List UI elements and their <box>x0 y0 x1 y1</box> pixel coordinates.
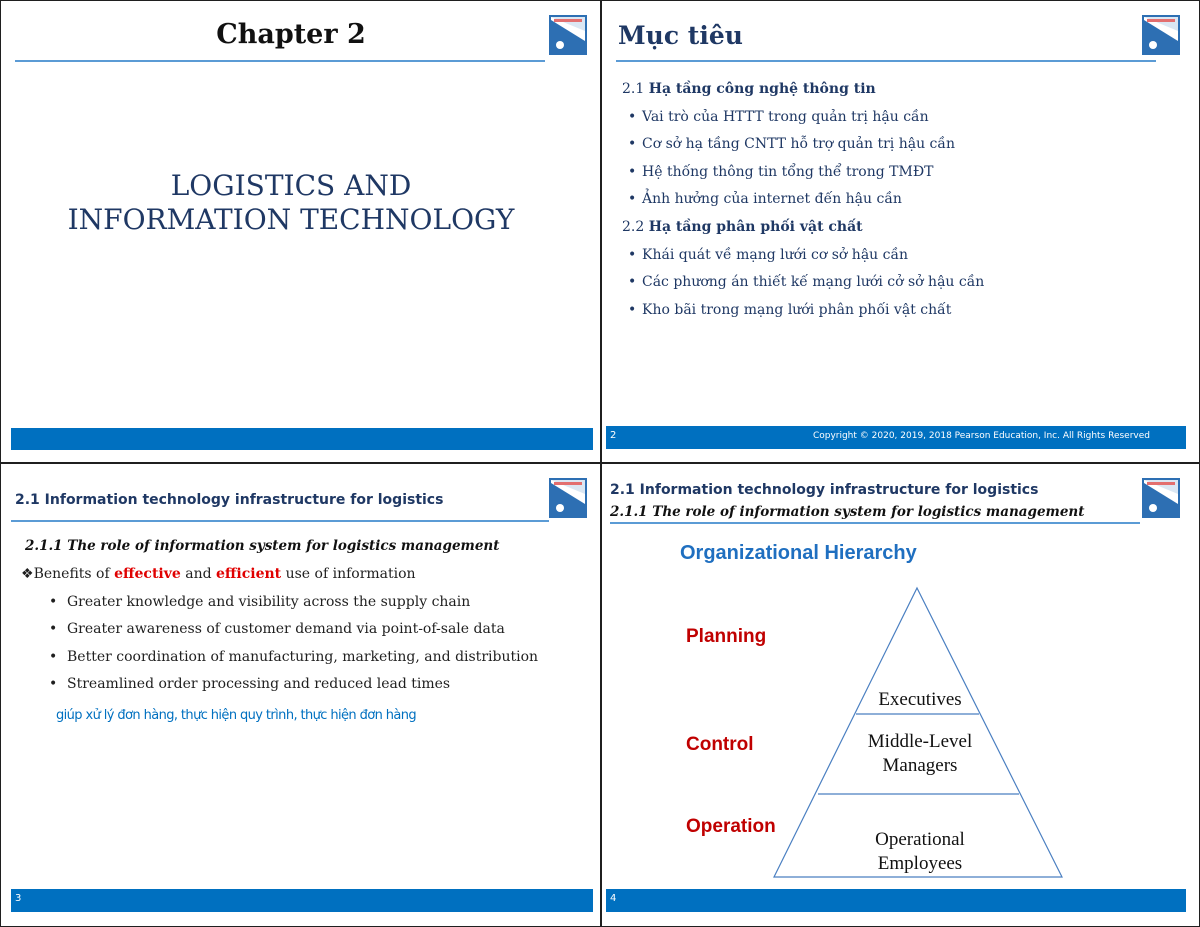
list-item: • Better coordination of manufacturing, marketing, and distribution <box>49 648 539 665</box>
tier-operational-employees: Operational Employees <box>875 829 965 874</box>
title-rule <box>11 520 549 522</box>
slide-footer <box>11 428 593 450</box>
section-heading: 2.2 Hạ tầng phân phối vật chất <box>622 218 863 235</box>
section-subheading: 2.1.1 The role of information system for logistics management <box>25 538 500 554</box>
slide-footer <box>606 426 1186 449</box>
deck-title <box>31 169 551 237</box>
slide-footer <box>606 889 1186 912</box>
list-item: • Cơ sở hạ tầng CNTT hỗ trợ quản trị hậu cần <box>628 136 955 153</box>
university-logo-icon <box>549 15 587 55</box>
section-title: Hạ tầng công nghệ thông tin <box>648 81 876 97</box>
title-rule <box>610 522 1140 524</box>
slide-number: 3 <box>15 893 22 904</box>
level-label-operation: Operation <box>686 816 776 837</box>
slide-number: 4 <box>610 893 617 904</box>
benefits-list <box>21 564 539 702</box>
diamond-bullet-icon: ❖ <box>21 566 34 582</box>
slide-title: Mục tiêu <box>618 21 743 50</box>
university-logo-icon <box>1142 478 1180 518</box>
list-item: • Hệ thống thông tin tổng thể trong TMĐT <box>628 163 934 180</box>
chapter-title: Chapter 2 <box>216 19 366 50</box>
university-logo-icon <box>1142 15 1180 55</box>
objectives-list <box>622 79 984 327</box>
section-title: Hạ tầng phân phối vật chất <box>648 218 863 235</box>
section-subheading: 2.1.1 The role of information system for logistics management <box>610 504 1085 520</box>
efficient-highlight: efficient <box>216 566 282 582</box>
list-item: • Kho bãi trong mạng lưới phân phối vật chất <box>628 301 952 318</box>
list-item: • Các phương án thiết kế mạng lưới cở sở hậu cần <box>628 274 985 291</box>
tier-middle-managers: Middle-Level Managers <box>867 731 973 776</box>
effective-highlight: effective <box>114 566 181 582</box>
list-item: • Vai trò của HTTT trong quản trị hậu cần <box>628 108 929 125</box>
level-label-control: Control <box>686 734 754 755</box>
benefits-heading: ❖Benefits of effective and efficient use of information <box>21 566 416 582</box>
copyright-notice: Copyright © 2020, 2019, 2018 Pearson Education, Inc. All Rights Reserved <box>812 431 1150 441</box>
title-rule <box>616 60 1156 62</box>
slide-number: 2 <box>610 430 617 441</box>
list-item: • Greater knowledge and visibility across the supply chain <box>49 593 471 610</box>
handwritten-note: giúp xử lý đơn hàng, thực hiện quy trình, thực hiện đơn hàng <box>56 708 417 723</box>
slide-heading: 2.1 Information technology infrastructure for logistics <box>610 482 1039 498</box>
slide-3 <box>1 464 599 925</box>
slide-4 <box>602 464 1200 925</box>
diagram-title: Organizational Hierarchy <box>680 542 917 564</box>
list-item: • Khái quát về mạng lưới cơ sở hậu cần <box>628 246 909 263</box>
slide-1 <box>1 1 599 462</box>
list-item: • Greater awareness of customer demand via point-of-sale data <box>49 621 505 637</box>
section-heading: 2.1 Hạ tầng công nghệ thông tin <box>622 81 876 97</box>
title-rule <box>15 60 545 62</box>
deck-title-line-1: LOGISTICS AND <box>170 169 412 202</box>
list-item: • Streamlined order processing and reduced lead times <box>49 676 451 692</box>
slide-footer <box>11 889 593 912</box>
slide-heading: 2.1 Information technology infrastructure for logistics <box>15 492 444 508</box>
slide-2 <box>602 1 1200 462</box>
list-item: • Ảnh hưởng của internet đến hậu cần <box>628 191 902 208</box>
level-label-planning: Planning <box>686 626 767 647</box>
tier-executives: Executives <box>878 689 962 710</box>
university-logo-icon <box>549 478 587 518</box>
deck-title-line-2: INFORMATION TECHNOLOGY <box>67 203 515 236</box>
